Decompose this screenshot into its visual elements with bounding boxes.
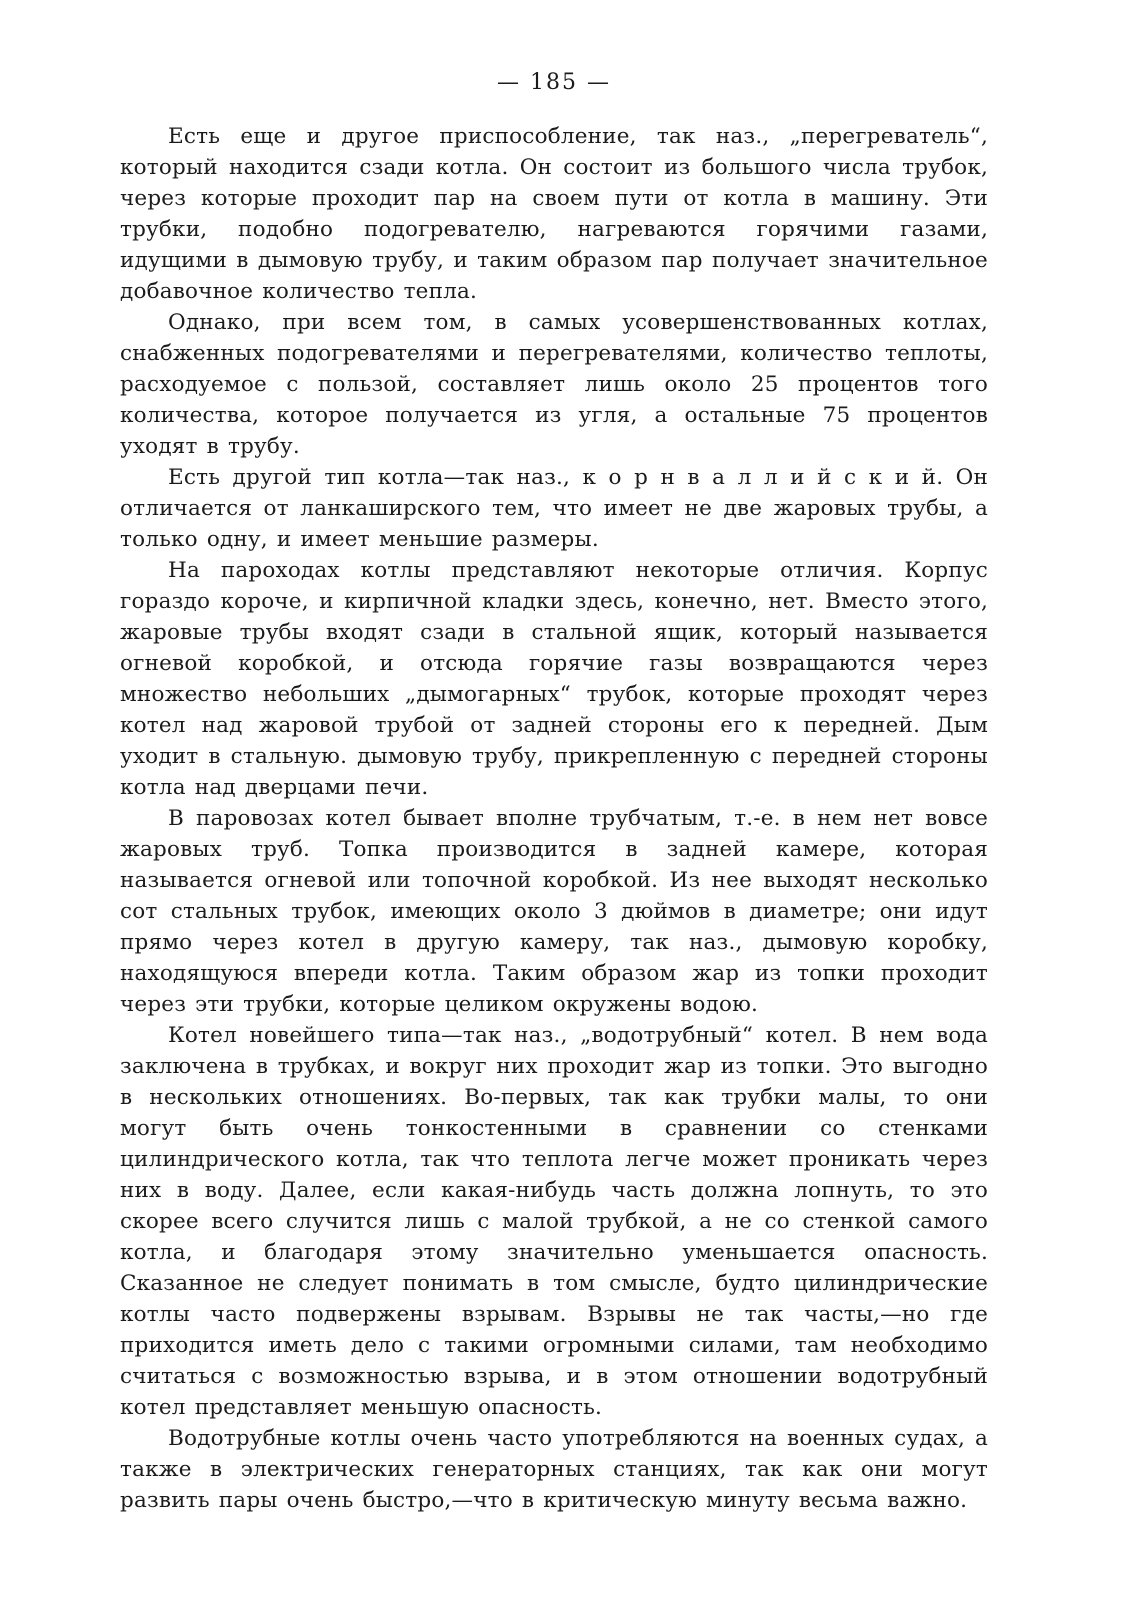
paragraph-7: Водотрубные котлы очень часто употребляются на военных судах, а также в электрических генераторных станциях, так как они могут развить пары очень быстро,—что в критическую минуту весьма важно. [120,1426,988,1513]
text-body [120,121,988,1516]
paragraph-3: Есть другой тип котла—так наз., к о р н в а л л и й с к и й. Он отличается от ланкаширского тем, что имеет не две жаровых трубы, а только одну, и имеет меньшие размеры. [120,465,988,552]
paragraph-1: Есть еще и другое приспособление, так наз., „перегреватель“, который находится сзади котла. Он состоит из большого числа трубок, через которые проходит пар на своем пути от котла в машину. Эти трубки, подобно подогревателю, нагреваются горячими газами, идущими в дымовую трубу, и таким образом пар получает значительное добавочное количество тепла. [120,124,988,304]
paragraph-6: Котел новейшего типа—так наз., „водотрубный“ котел. В нем вода заключена в трубках, и вокруг них проходит жар из топки. Это выгодно в нескольких отношениях. Во-первых, так как трубки малы, то они могут быть очень тонкостенными в сравнении со стенками цилиндрического котла, так что теплота легче может проникать через них в воду. Далее, если какая-нибудь часть должна лопнуть, то это скорее всего случится лишь с малой трубкой, а не со стенкой самого котла, и благодаря этому значительно уменьшается опасность. Сказанное не следует понимать в том смысле, будто цилиндрические котлы часто подвержены взрывам. Взрывы не так часты,—но где приходится иметь дело с такими огромными силами, там необходимо считаться с возможностью взрыва, и в этом отношении водотрубный котел представляет меньшую опасность. [120,1023,988,1420]
page-number: — 185 — [497,70,611,95]
paragraph-5: В паровозах котел бывает вполне трубчатым, т.-е. в нем нет вовсе жаровых труб. Топка производится в задней камере, которая называется огневой или топочной коробкой. Из нее выходят несколько сот стальных трубок, имеющих около 3 дюймов в диаметре; они идут прямо через котел в другую камеру, так наз., дымовую коробку, находящуюся впереди котла. Таким образом жар из топки проходит через эти трубки, которые целиком окружены водою. [120,806,988,1017]
paragraph-2: Однако, при всем том, в самых усовершенствованных котлах, снабженных подогревателями и перегревателями, количество теплоты, расходуемое с пользой, составляет лишь около 25 процентов того количества, которое получается из угля, а остальные 75 процентов уходят в трубу. [120,310,988,459]
paragraph-4: На пароходах котлы представляют некоторые отличия. Корпус гораздо короче, и кирпичной кладки здесь, конечно, нет. Вместо этого, жаровые трубы входят сзади в стальной ящик, который называется огневой коробкой, и отсюда горячие газы возвращаются через множество небольших „дымогарных“ трубок, которые проходят через котел над жаровой трубой от задней стороны его к передней. Дым уходит в стальную. дымовую трубу, прикрепленную с передней стороны котла над дверцами печи. [120,558,988,800]
